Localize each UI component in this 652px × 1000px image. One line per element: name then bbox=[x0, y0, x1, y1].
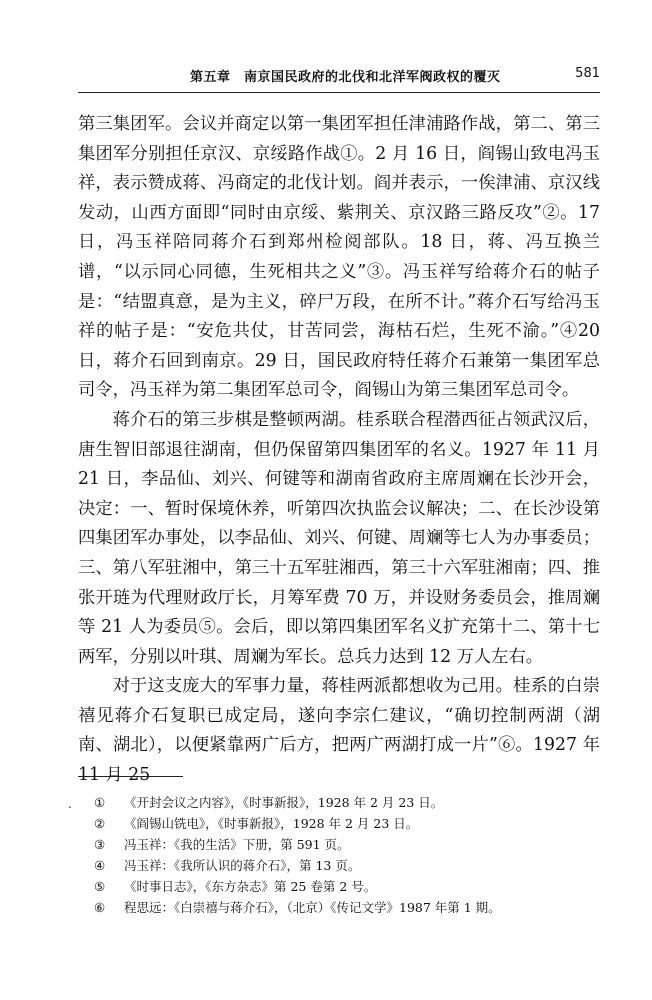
footnote-marker: ① bbox=[94, 795, 106, 810]
footnote bbox=[94, 813, 600, 834]
footnote-text: 《开封会议之内容》，《时事新报》，1928 年 2 月 23 日。 bbox=[124, 795, 444, 810]
page-number: 581 bbox=[575, 66, 600, 81]
footnote-text: 冯玉祥：《我所认识的蒋介石》，第 13 页。 bbox=[124, 858, 361, 873]
footnote-marker: ⑤ bbox=[94, 879, 106, 894]
paragraph: 第三集团军。会议并商定以第一集团军担任津浦路作战，第二、第三集团军分别担任京汉、京绥路作战①。2 月 16 日，阎锡山致电冯玉祥，表示赞成蒋、冯商定的北伐计划。阎并表示，一俟津浦、京汉线发动，山西方面即“同时由京绥、紫荆关、京汉路三路反攻”②。17 日，冯玉祥陪同蒋介石到郑州检阅部队。18 日，蒋、冯互换兰谱，“以示同心同德，生死相共之义”③。冯玉祥写给蒋介石的帖子是：“结盟真意，是为主义，碎尸万段，在所不计。”蒋介石写给冯玉祥的帖子是：“安危共仗，甘苦同尝，海枯石烂，生死不渝。”④20 日，蒋介石回到南京。29 日，国民政府特任蒋介石兼第一集团军总司令，冯玉祥为第二集团军总司令，阎锡山为第三集团军总司令。 bbox=[78, 114, 600, 401]
running-header bbox=[78, 66, 600, 93]
footnote bbox=[94, 897, 600, 918]
footnote-text: 《阎锡山铣电》，《时事新报》，1928 年 2 月 23 日。 bbox=[124, 816, 419, 831]
chapter-title: 第五章 南京国民政府的北伐和北洋军阀政权的覆灭 bbox=[190, 70, 501, 85]
footnote bbox=[94, 792, 600, 813]
footnotes bbox=[94, 792, 600, 918]
footnote-marker: ③ bbox=[94, 837, 106, 852]
footnote-text: 冯玉祥：《我的生活》下册，第 591 页。 bbox=[124, 837, 350, 852]
footnote-marker: ⑥ bbox=[94, 900, 106, 915]
footnote bbox=[94, 855, 600, 876]
paragraph: 蒋介石的第三步棋是整顿两湖。桂系联合程潜西征占领武汉后，唐生智旧部退往湖南，但仍保留第四集团军的名义。1927 年 11 月 21 日，李品仙、刘兴、何键等和湖南省政府主席周斓在长沙开会，决定：一、暂时保境休养，听第四次执监会议解决；二、在长沙设第四集团军办事处，以李品仙、刘兴、何键、周斓等七人为办事委员；三、第八军驻湘中，第三十五军驻湘西，第三十六军驻湘南；四、推张开琏为代理财政厅长，月筹军费 70 万，并设财务委员会，推周斓等 21 人为委员⑤。会后，即以第四集团军名义扩充第十二、第十七两军，分别以叶琪、周斓为军长。总兵力达到 12 万人左右。 bbox=[78, 409, 600, 667]
body-text bbox=[78, 110, 600, 791]
footnote-text: 程思远：《白崇禧与蒋介石》，（北京）《传记文学》1987 年第 1 期。 bbox=[124, 900, 501, 915]
footnote-marker: ② bbox=[94, 816, 106, 831]
paragraph: 对于这支庞大的军事力量，蒋桂两派都想收为己用。桂系的白崇禧见蒋介石复职已成定局，遂向李宗仁建议，“确切控制两湖（湖南、湖北），以便紧靠两广后方，把两广两湖打成一片”⑥。1927 年 11 月 25 bbox=[78, 676, 600, 786]
footnote bbox=[94, 834, 600, 855]
stray-mark: . bbox=[68, 797, 72, 811]
footnote-divider bbox=[78, 776, 183, 777]
footnote-text: 《时事日志》，《东方杂志》第 25 卷第 2 号。 bbox=[124, 879, 377, 894]
footnote-marker: ④ bbox=[94, 858, 106, 873]
footnote bbox=[94, 876, 600, 897]
